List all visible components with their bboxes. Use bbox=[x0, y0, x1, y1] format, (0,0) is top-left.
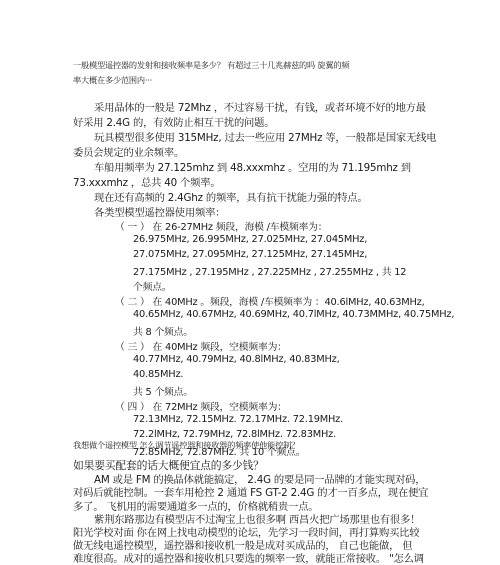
section-2-heading: （ 二 ） 在 40MHz 。频段，海模 /车模频率为 ：40.6lMHz, 40.63MHz, bbox=[115, 297, 425, 308]
answer-2-line-3: 对码后就能控制。一套车用枪控 2 通道 FS GT-2 2.4G 的才一百多点，现在便宜 bbox=[73, 487, 429, 500]
answer-2-line-2: AM 或是 FM 的换晶体就能搞定， 2.4G 的要是同一品牌的才能实现对码， bbox=[94, 474, 426, 487]
answer-1-para-2-line-1: 玩具模型很多使用 315MHz, 过去一些应用 27MHz 等，一般都是国家无线电 bbox=[94, 132, 437, 144]
section-4-line-3: 72.85MHz, 72.87MHz. 共 10 个频点。 bbox=[133, 447, 306, 458]
answer-2-line-7: 做无线电遥控模型，遥控器和接收机一般是成对买成品的， 自己也能做， 但 bbox=[73, 540, 413, 553]
section-4-line-2: 72.2lMHz, 72.79MHz, 72.8lMHz. 72.83MHz. bbox=[133, 429, 337, 440]
section-2-line-2: 共 8 个频点。 bbox=[133, 327, 193, 338]
answer-1-para-1-line-2: 好采用 2.4G 的，有效防止相互干扰的问题。 bbox=[73, 117, 275, 129]
answer-1-para-1-line-1: 采用晶体的一般是 72Mhz ，不过容易干扰，有钱，或者环境不好的地方最 bbox=[94, 102, 426, 114]
question-2: 我想做个遥控模型 怎么调节遥控器和接收器的频率使他能控制？ bbox=[73, 440, 300, 450]
answer-1-para-4: 现在还有高频的 2.4Ghz 的频率，具有抗干扰能力强的特点。 bbox=[94, 192, 368, 204]
section-3-line-3: 共 5 个频点。 bbox=[133, 387, 193, 398]
section-1-line-3: 27.175MHz , 27.195MHz , 27.225MHz , 27.255MHz , 共 12 bbox=[133, 267, 407, 278]
answer-2-line-8: 难度很高。成对的遥控器和接收机只要选的频率一致，就能正常接收。 "怎么调 bbox=[73, 553, 424, 565]
section-4-heading: （ 四 ） 在 72MHz 频段，空模频率为： bbox=[115, 402, 287, 413]
section-1-line-4: 个频点。 bbox=[133, 282, 172, 293]
answer-1-para-5: 各类型模型遥控器使用频率： bbox=[94, 207, 226, 219]
answer-1-para-2-line-2: 委员会规定的业余频率。 bbox=[73, 147, 185, 159]
answer-1-para-3-line-2: 73.xxxmhz ，总共 40 个频率。 bbox=[73, 177, 221, 189]
section-1-line-1: 26.975MHz, 26.995MHz, 27.025MHz, 27.045MHz, bbox=[133, 234, 368, 245]
question-1-line-2: 率大概在多少范围内··· bbox=[73, 75, 153, 85]
section-4-line-1: 72.13MHz, 72.15MHz. 72.17MHz. 72.19MHz. bbox=[133, 414, 344, 425]
answer-2-line-1: 如果要买配套的话大概便宜点的多少钱？ bbox=[73, 459, 264, 472]
section-3-line-1: 40.77MHz, 40.79MHz, 40.8lMHz, 40.83MHz, bbox=[133, 354, 340, 365]
section-3-line-2: 40.85MHz. bbox=[133, 369, 184, 380]
answer-2-line-5: 紫荆东路那边有模型店不过淘宝上也很多啊 西昌火把广场那里也有很多！ bbox=[94, 513, 421, 526]
answer-1-para-3-line-1: 车船用频率为 27.125mhz 到 48.xxxmhz 。空用的为 71.195mhz 到 bbox=[94, 162, 411, 174]
section-1-heading: （ 一 ） 在 26-27MHz 频段，海模 /车模频率为： bbox=[115, 222, 328, 233]
answer-2-line-4: 多了。 飞机用的需要通道多一点的，价格就稍贵一点。 bbox=[73, 500, 319, 513]
answer-2-line-6: 阳光学校对面 你在网上找电动模型的论坛，先学习一段时间，再打算购买比较 bbox=[73, 527, 420, 539]
section-3-heading: （ 三 ） 在 40MHz 频段，空模频率为： bbox=[115, 342, 287, 353]
question-1-line-1: 一般模型遥控器的发射和接收频率是多少？ 有超过三十几兆赫兹的吗 旋翼的频 bbox=[73, 60, 350, 70]
section-2-line-1: 40.65MHz, 40.67MHz, 40.69MHz, 40.7lMHz, 40.73MMHz, 40.75MHz, bbox=[133, 309, 455, 320]
section-1-line-2: 27.075MHz, 27.095MHz, 27.125MHz, 27.145MHz, bbox=[133, 249, 368, 260]
